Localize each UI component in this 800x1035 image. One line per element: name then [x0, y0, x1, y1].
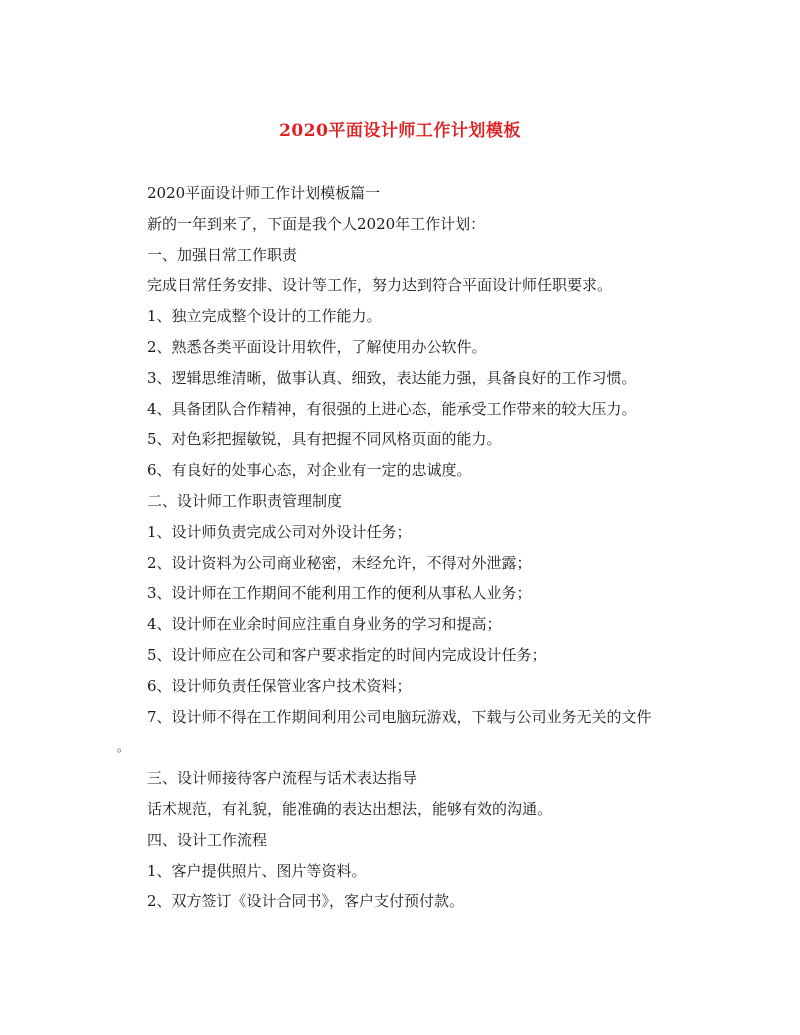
- list-item: 2、熟悉各类平面设计用软件，了解使用办公软件。: [147, 337, 487, 356]
- paragraph-intro: 新的一年到来了，下面是我个人2020年工作计划：: [147, 214, 486, 233]
- paragraph-daily-duties: 完成日常任务安排、设计等工作，努力达到符合平面设计师任职要求。: [147, 276, 613, 295]
- section-heading-workflow: 四、设计工作流程: [147, 830, 268, 849]
- list-item: 3、逻辑思维清晰，做事认真、细致，表达能力强，具备良好的工作习惯。: [147, 368, 637, 387]
- section-heading-part-one: 2020平面设计师工作计划模板篇一: [147, 184, 381, 202]
- list-item: 1、设计师负责完成公司对外设计任务；: [147, 522, 412, 541]
- list-item: 6、有良好的处事心态，对企业有一定的忠诚度。: [147, 461, 472, 480]
- section-heading-daily-duties: 一、加强日常工作职责: [147, 245, 298, 264]
- section-heading-client-reception: 三、设计师接待客户流程与话术表达指导: [147, 769, 418, 788]
- section-heading-management-rules: 二、设计师工作职责管理制度: [147, 491, 343, 510]
- list-item: 5、设计师应在公司和客户要求指定的时间内完成设计任务；: [147, 645, 547, 664]
- list-item: 5、对色彩把握敏锐，具有把握不同风格页面的能力。: [147, 430, 502, 449]
- list-item: 1、客户提供照片、图片等资料。: [147, 861, 367, 880]
- list-item: 2、双方签订《设计合同书》，客户支付预付款。: [147, 892, 465, 911]
- list-item: 3、设计师在工作期间不能利用工作的便利从事私人业务；: [147, 584, 532, 603]
- document-body: [117, 178, 707, 917]
- list-item: 4、具备团队合作精神，有很强的上进心态，能承受工作带来的较大压力。: [147, 399, 637, 418]
- list-item: 7、设计师不得在工作期间利用公司电脑玩游戏，下载与公司业务无关的文件: [147, 707, 652, 726]
- list-item: 4、设计师在业余时间应注重自身业务的学习和提高；: [147, 615, 502, 634]
- list-item: 1、独立完成整个设计的工作能力。: [147, 307, 382, 326]
- paragraph-speech-norms: 话术规范，有礼貌，能准确的表达出想法，能够有效的沟通。: [147, 799, 553, 818]
- list-item-continuation: 。: [117, 740, 130, 755]
- list-item: 2、设计资料为公司商业秘密，未经允许，不得对外泄露；: [147, 553, 532, 572]
- document-title: 2020平面设计师工作计划模板: [279, 121, 521, 141]
- list-item: 6、设计师负责任保管业客户技术资料；: [147, 676, 412, 695]
